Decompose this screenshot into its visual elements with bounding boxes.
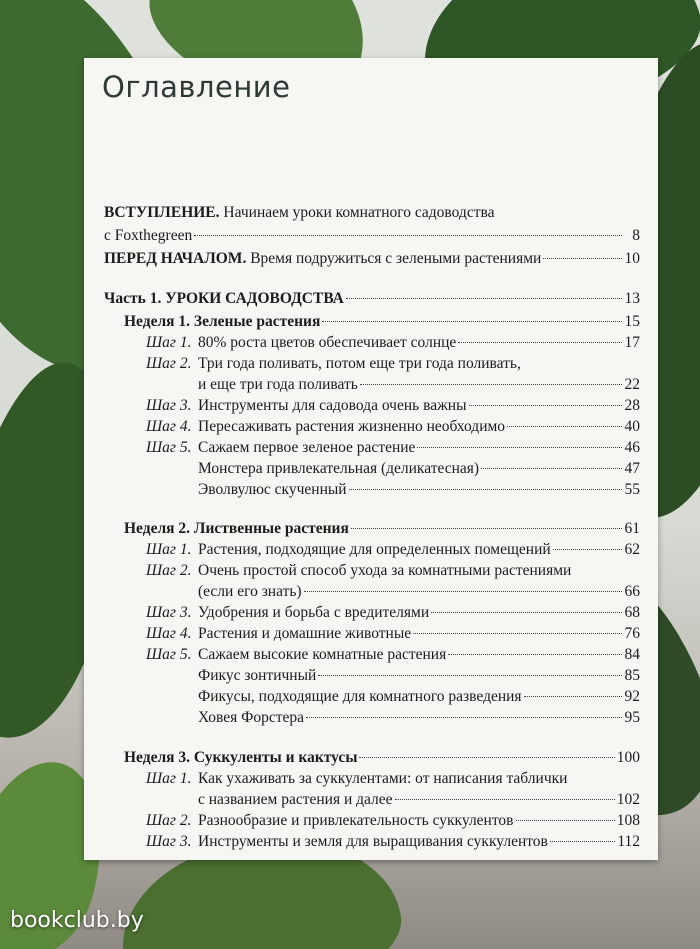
page-number: 85 [624,667,640,684]
page-number: 62 [624,541,640,558]
page-number: 55 [624,481,640,498]
step-title-cont: с названием растения и далее [198,791,393,808]
toc-entry-w1s5-sub1 [104,460,640,482]
part1-title: Часть 1. УРОКИ САДОВОДСТВА [104,290,344,307]
toc-entry-w2s3 [104,604,640,626]
sub-title: Монстера привлекательная (деликатесная) [198,460,480,477]
dot-leader [349,489,622,490]
step-label: Шаг 3. [146,833,192,850]
step-label: Шаг 3. [146,604,192,621]
page-number: 47 [624,460,640,477]
step-label: Шаг 5. [146,646,192,663]
step-title: 80% роста цветов обеспечивает солнце [198,334,457,351]
step-title-cont: (если его знать) [198,583,302,600]
page-title: Оглавление [102,70,291,104]
dot-leader [306,717,622,718]
week2-title: Неделя 2. Лиственные растения [124,520,349,537]
step-title: Как ухаживать за суккулентами: от написания таблички [198,770,568,787]
page-number: 46 [624,439,640,456]
page-number: 61 [624,520,640,537]
dot-leader [431,612,622,613]
page-number: 66 [624,583,640,600]
toc-entry-week1 [104,313,640,335]
toc-entry-intro [104,204,640,226]
week3-title: Неделя 3. Суккуленты и кактусы [124,749,358,766]
page-number: 84 [624,646,640,663]
step-title: Растения и домашние животные [198,625,412,642]
step-label: Шаг 1. [146,770,192,787]
dot-leader [553,549,622,550]
before-head: ПЕРЕД НАЧАЛОМ. [104,250,247,267]
dot-leader [322,321,622,322]
toc-entry-part1 [104,290,640,312]
step-label: Шаг 2. [146,812,192,829]
step-title: Очень простой способ ухода за комнатными растениями [198,562,572,579]
toc-entry-w1s5 [104,439,640,461]
toc-entry-w2s4 [104,625,640,647]
page-number: 40 [624,418,640,435]
intro-text: Начинаем уроки комнатного садоводства [223,204,495,221]
page-number: 13 [624,290,640,307]
toc-entry-w2s1 [104,541,640,563]
dot-leader [448,654,622,655]
dot-leader [524,696,622,697]
sub-title: Фикус зонтичный [198,667,317,684]
dot-leader [318,675,622,676]
toc-entry-w2s2 [104,562,640,584]
step-label: Шаг 4. [146,625,192,642]
toc-entry-week3 [104,749,640,771]
toc-entry-w3s2 [104,812,640,834]
page-number: 10 [624,250,640,267]
step-title: Пересаживать растения жизненно необходимо [198,418,506,435]
toc-entry-w1s1 [104,334,640,356]
step-label: Шаг 4. [146,418,192,435]
page-number: 28 [624,397,640,414]
watermark: bookclub.by [10,908,144,933]
dot-leader [359,757,614,758]
step-label: Шаг 2. [146,562,192,579]
toc-entry-w1s3 [104,397,640,419]
dot-leader [550,841,615,842]
toc-entry-w3s1 [104,770,640,792]
step-label: Шаг 1. [146,334,192,351]
week1-title: Неделя 1. Зеленые растения [124,313,321,330]
step-title: Инструменты для садовода очень важны [198,397,467,414]
dot-leader [481,468,622,469]
dot-leader [395,799,615,800]
step-label: Шаг 5. [146,439,192,456]
step-title: Сажаем первое зеленое растение [198,439,416,456]
toc-entry-w3s1-cont [104,791,640,813]
dot-leader [304,591,622,592]
toc-entry-w2s2-cont [104,583,640,605]
page-number: 112 [617,833,640,850]
step-label: Шаг 1. [146,541,192,558]
intro-head: ВСТУПЛЕНИЕ. [104,204,220,221]
page-number: 15 [624,313,640,330]
dot-leader [360,384,622,385]
dot-leader [469,405,622,406]
toc-entry-w1s2-cont [104,376,640,398]
step-title: Растения, подходящие для определенных помещений [198,541,551,558]
step-title: Разнообразие и привлекательность суккулентов [198,812,514,829]
step-title-cont: и еще три года поливать [198,376,358,393]
step-title: Сажаем высокие комнатные растения [198,646,447,663]
page-number: 8 [632,227,640,244]
page-number: 17 [624,334,640,351]
page-number: 76 [624,625,640,642]
page-number: 102 [616,791,640,808]
page-number: 108 [616,812,640,829]
dot-leader [543,258,622,259]
toc-entry-w1s2 [104,355,640,377]
toc-entry-w2s5-sub3 [104,709,640,731]
toc-entry-w3s3 [104,833,640,855]
toc-entry-w1s5-sub2 [104,481,640,503]
page-number: 92 [624,688,640,705]
sub-title: Фикусы, подходящие для комнатного разведения [198,688,522,705]
step-title: Удобрения и борьба с вредителями [198,604,430,621]
page-number: 95 [624,709,640,726]
dot-leader [417,447,622,448]
toc-entry-intro-cont [104,227,640,249]
toc-entry-w2s5 [104,646,640,668]
dot-leader [507,426,622,427]
page-number: 22 [624,376,640,393]
dot-leader [194,235,622,236]
toc-entry-before [104,250,640,272]
toc-entry-w1s4 [104,418,640,440]
dot-leader [458,342,622,343]
dot-leader [351,528,622,529]
toc-entry-week2 [104,520,640,542]
dot-leader [346,298,622,299]
step-label: Шаг 3. [146,397,192,414]
toc-entry-w2s5-sub2 [104,688,640,710]
dot-leader [516,820,615,821]
sub-title: Ховея Форстера [198,709,304,726]
intro-text-cont: с Foxthegreen [104,227,193,244]
page-number: 100 [616,749,640,766]
toc-entry-w2s5-sub1 [104,667,640,689]
dot-leader [413,633,622,634]
sub-title: Эволвулюс скученный [198,481,347,498]
step-title: Три года поливать, потом еще три года поливать, [198,355,521,372]
step-title: Инструменты и земля для выращивания суккулентов [198,833,548,850]
page-number: 68 [624,604,640,621]
step-label: Шаг 2. [146,355,192,372]
before-text: Время подружиться с зелеными растениями [250,250,542,267]
